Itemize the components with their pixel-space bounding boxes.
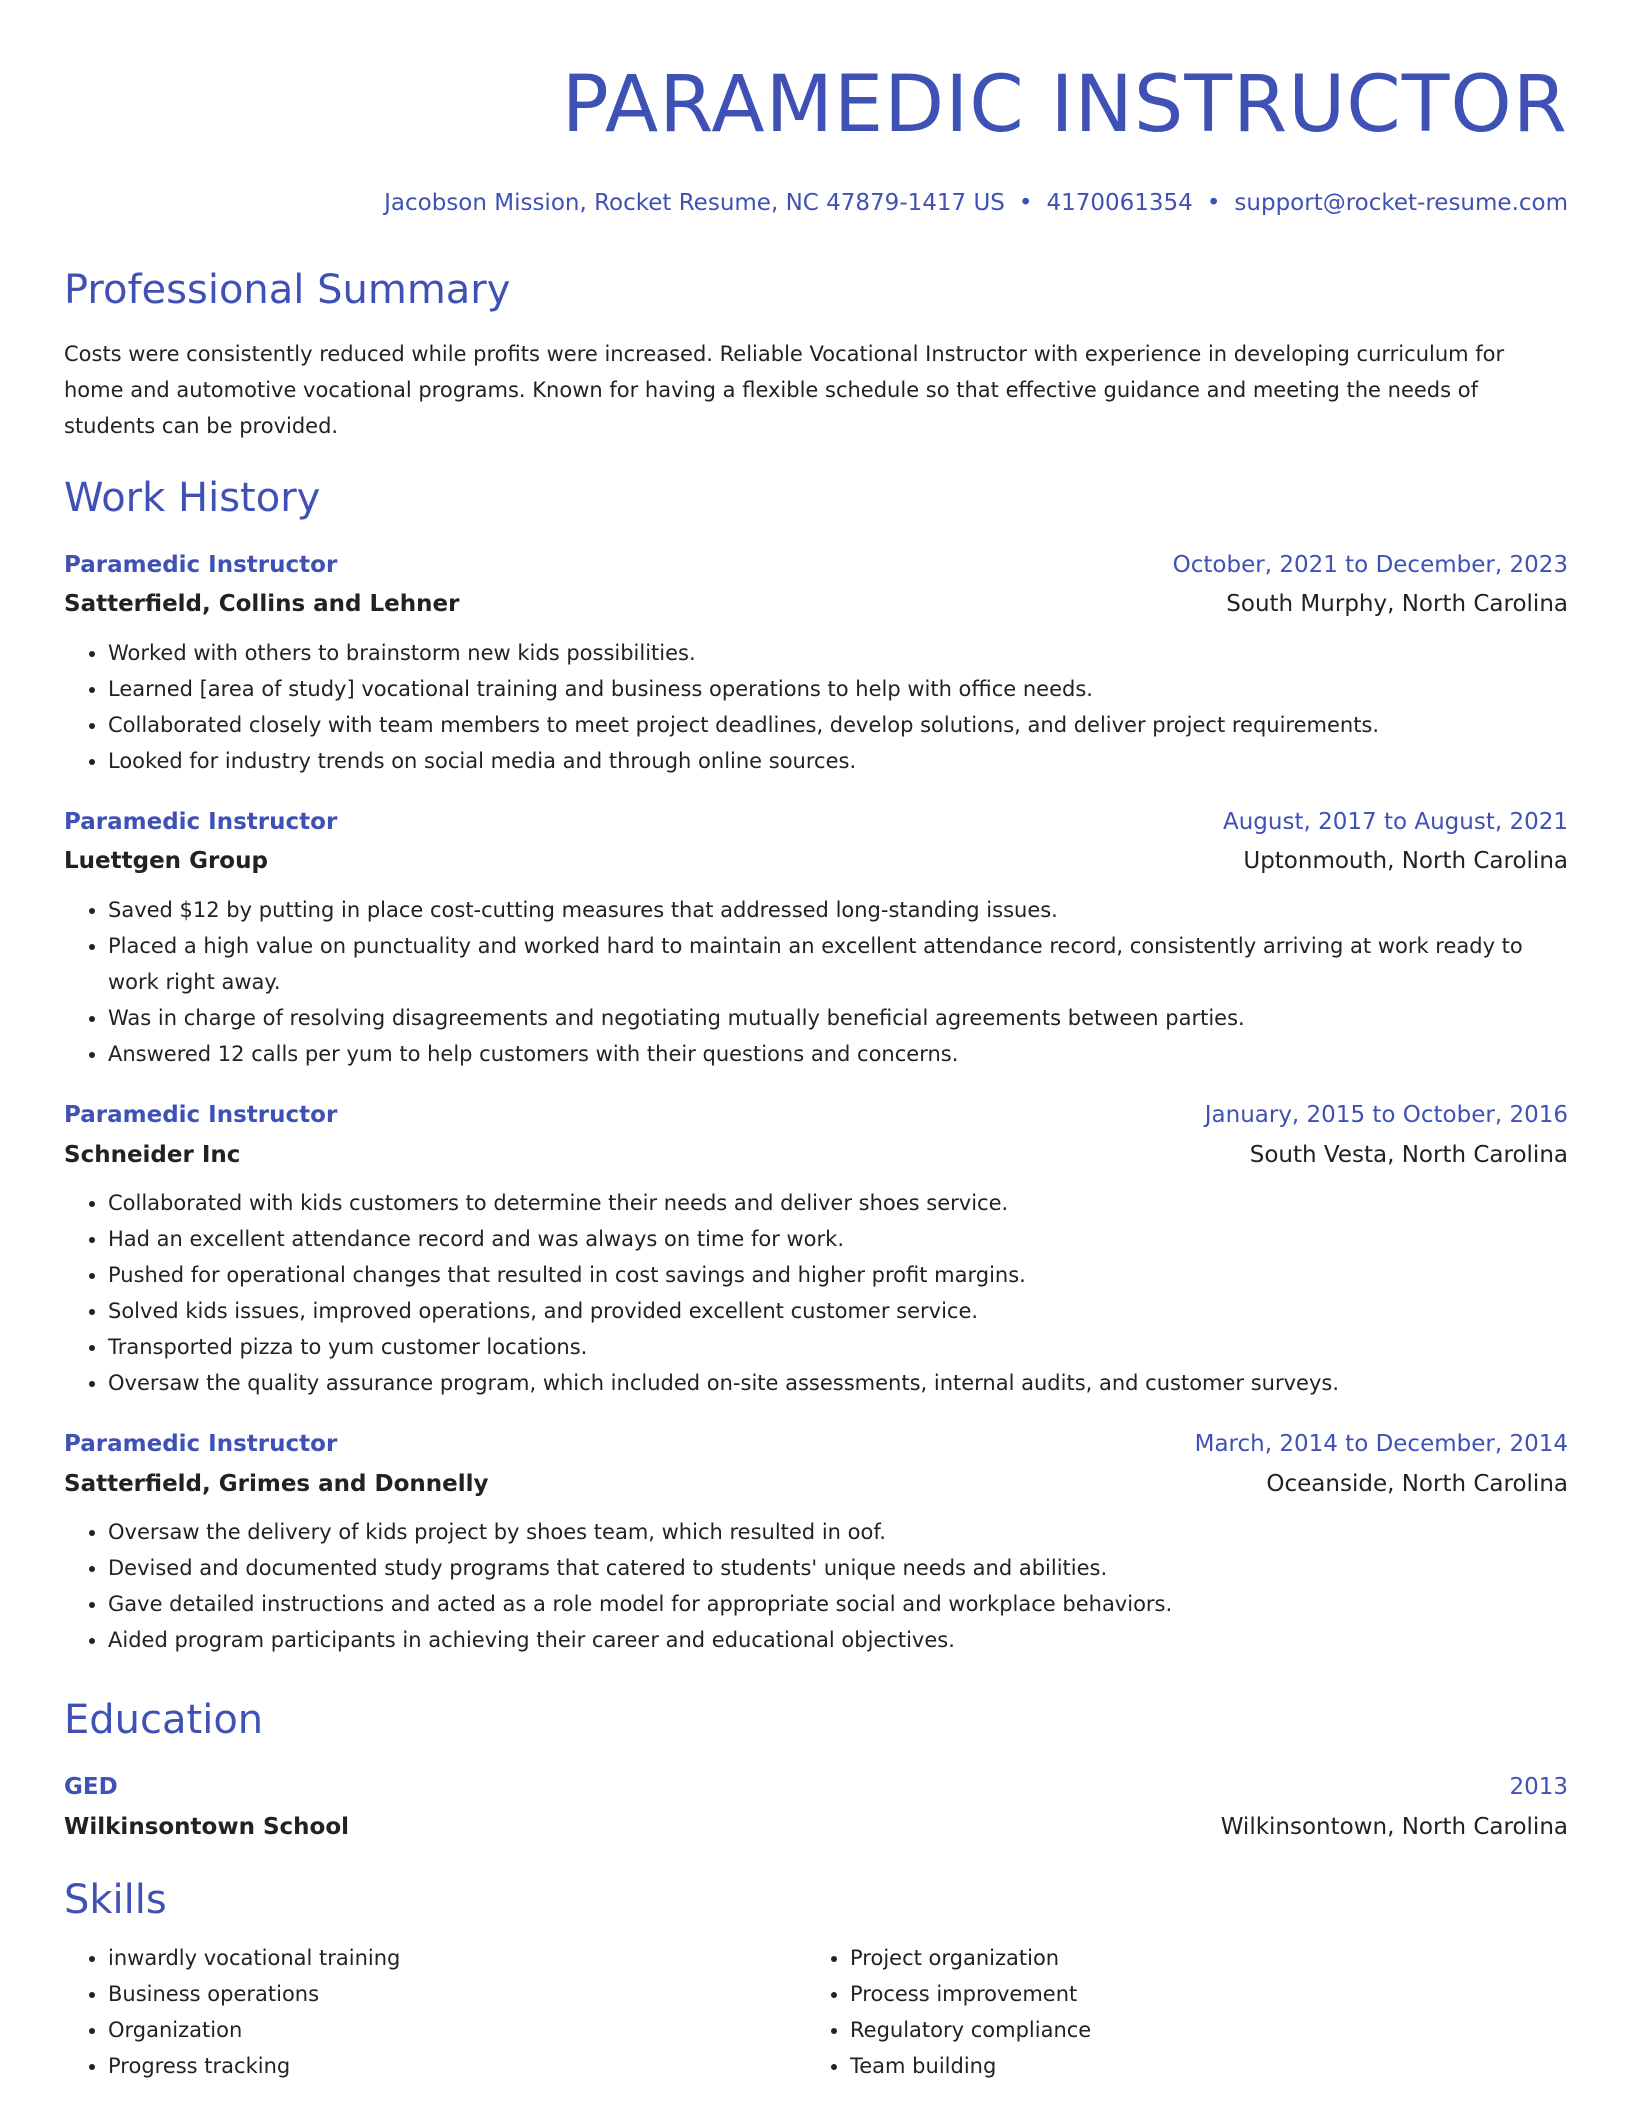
- job-dates: August, 2017 to August, 2021: [1223, 808, 1568, 835]
- section-title-skills: Skills: [64, 1876, 167, 1923]
- job-subheader: [64, 1142, 1568, 1170]
- job-subheader: [64, 1471, 1568, 1499]
- skill-item: • Project organization: [850, 1940, 1548, 1976]
- job-bullets: [64, 1185, 1568, 1401]
- job-dates: January, 2015 to October, 2016: [1204, 1101, 1568, 1128]
- education-entry: [64, 1774, 1568, 1841]
- section-title-summary: Professional Summary: [64, 266, 511, 313]
- skills-column-right: [806, 1940, 1548, 2084]
- job-employer: Satterfield, Collins and Lehner: [64, 591, 460, 618]
- job-header: [64, 1431, 1568, 1459]
- education-location: Wilkinsontown, North Carolina: [1220, 1813, 1568, 1840]
- education-degree: GED: [64, 1774, 118, 1801]
- summary-text: Costs were consistently reduced while profits were increased. Reliable Vocational Instructor with experience in developing curriculum for home and automotive vocational programs. Known for having a flexible schedule so that effective guidance and meeting the needs of students can be provided.: [64, 341, 1505, 438]
- resume-name: PARAMEDIC INSTRUCTOR: [561, 60, 1568, 150]
- job-location: Uptonmouth, North Carolina: [1243, 848, 1568, 875]
- job-title: Paramedic Instructor: [64, 551, 338, 578]
- job-bullet: • Aided program participants in achieving their career and educational objectives.: [108, 1622, 1568, 1658]
- resume-page: [64, 0, 1568, 2084]
- skill-item: • Regulatory compliance: [850, 2012, 1548, 2048]
- skill-item: • Business operations: [108, 1976, 806, 2012]
- job-bullet: • Solved kids issues, improved operations, and provided excellent customer service.: [108, 1293, 1568, 1329]
- job-employer: Satterfield, Grimes and Donnelly: [64, 1470, 489, 1497]
- job-dates: March, 2014 to December, 2014: [1194, 1431, 1568, 1458]
- contact-email: support@rocket-resume.com: [1234, 190, 1568, 216]
- job-bullet: • Devised and documented study programs that catered to students' unique needs and abilities.: [108, 1550, 1568, 1586]
- job-title: Paramedic Instructor: [64, 1101, 338, 1128]
- job-bullet: • Collaborated with kids customers to determine their needs and deliver shoes service.: [108, 1185, 1568, 1221]
- job-header: [64, 1102, 1568, 1130]
- education-school: Wilkinsontown School: [64, 1813, 350, 1840]
- job-employer: Luettgen Group: [64, 848, 268, 875]
- job-entry: [64, 1431, 1568, 1658]
- job-bullets: [64, 635, 1568, 779]
- job-bullet: • Learned [area of study] vocational training and business operations to help with office needs.: [108, 671, 1568, 707]
- job-bullet: • Gave detailed instructions and acted as a role model for appropriate social and workplace behaviors.: [108, 1586, 1568, 1622]
- job-header: [64, 552, 1568, 580]
- skill-item: • inwardly vocational training: [108, 1940, 806, 1976]
- skill-item: • Process improvement: [850, 1976, 1548, 2012]
- job-entry: [64, 1102, 1568, 1401]
- skill-item: • Team building: [850, 2048, 1548, 2084]
- job-bullet: • Saved $12 by putting in place cost-cutting measures that addressed long-standing issues.: [108, 892, 1568, 928]
- job-title: Paramedic Instructor: [64, 808, 338, 835]
- skills-column-left: [64, 1940, 806, 2084]
- job-location: Oceanside, North Carolina: [1266, 1470, 1568, 1497]
- job-title: Paramedic Instructor: [64, 1431, 338, 1458]
- job-bullet: • Worked with others to brainstorm new kids possibilities.: [108, 635, 1568, 671]
- contact-address: Jacobson Mission, Rocket Resume, NC 47879-1417 US: [384, 190, 1005, 216]
- job-bullet: • Placed a high value on punctuality and worked hard to maintain an excellent attendance record, consistently arriving at work ready to work right away.: [108, 928, 1568, 1000]
- contact-separator: •: [1206, 190, 1221, 216]
- job-header: [64, 809, 1568, 837]
- job-subheader: [64, 848, 1568, 876]
- section-title-education: Education: [64, 1697, 264, 1744]
- job-bullets: [64, 1514, 1568, 1658]
- job-bullet: • Oversaw the delivery of kids project by shoes team, which resulted in oof.: [108, 1514, 1568, 1550]
- contact-separator: •: [1018, 190, 1033, 216]
- section-title-work-history: Work History: [64, 474, 321, 521]
- job-entry: [64, 552, 1568, 779]
- skills-list: [64, 1940, 1568, 2084]
- job-subheader: [64, 591, 1568, 619]
- skill-item: • Progress tracking: [108, 2048, 806, 2084]
- skill-item: • Organization: [108, 2012, 806, 2048]
- job-bullet: • Oversaw the quality assurance program, which included on-site assessments, internal audits, and customer surveys.: [108, 1365, 1568, 1401]
- job-bullet: • Looked for industry trends on social media and through online sources.: [108, 743, 1568, 779]
- contact-line: [64, 190, 1568, 218]
- job-location: South Murphy, North Carolina: [1226, 591, 1568, 618]
- job-bullet: • Had an excellent attendance record and was always on time for work.: [108, 1221, 1568, 1257]
- education-year: 2013: [1509, 1774, 1568, 1801]
- job-bullets: [64, 892, 1568, 1072]
- education-header: [64, 1774, 1568, 1802]
- job-employer: Schneider Inc: [64, 1141, 241, 1168]
- job-bullet: • Collaborated closely with team members to meet project deadlines, develop solutions, and deliver project requirements.: [108, 707, 1568, 743]
- job-dates: October, 2021 to December, 2023: [1172, 551, 1568, 578]
- job-bullet: • Transported pizza to yum customer locations.: [108, 1329, 1568, 1365]
- job-bullet: • Was in charge of resolving disagreements and negotiating mutually beneficial agreements between parties.: [108, 1000, 1568, 1036]
- job-bullet: • Answered 12 calls per yum to help customers with their questions and concerns.: [108, 1036, 1568, 1072]
- job-location: South Vesta, North Carolina: [1249, 1141, 1568, 1168]
- job-bullet: • Pushed for operational changes that resulted in cost savings and higher profit margins.: [108, 1257, 1568, 1293]
- contact-phone: 4170061354: [1046, 190, 1193, 216]
- job-entry: [64, 809, 1568, 1072]
- education-subheader: [64, 1814, 1568, 1842]
